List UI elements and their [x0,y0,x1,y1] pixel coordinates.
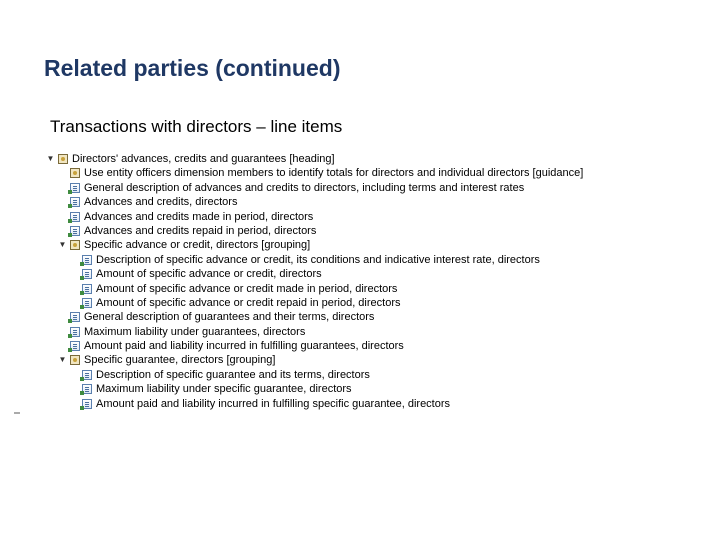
line-item-icon [70,341,80,351]
tree-row[interactable] [44,224,674,238]
slide-title: Related parties (continued) [44,55,341,81]
tree-row[interactable] [44,181,674,195]
line-item-icon [70,312,80,322]
tree-row[interactable] [44,339,674,353]
line-item-icon [70,183,80,193]
tree-row-label: Directors' advances, credits and guarantees [heading] [72,153,335,165]
line-item-icon [70,327,80,337]
line-item-icon [82,399,92,409]
line-item-icon [82,384,92,394]
tree-row[interactable] [44,296,674,310]
scroll-cutoff-mark [14,412,20,414]
tree-row-label: Amount paid and liability incurred in fulfilling guarantees, directors [84,340,404,353]
tree-row[interactable] [44,253,674,267]
tree-row[interactable] [44,382,674,396]
tree-row-label: Amount paid and liability incurred in fulfilling specific guarantee, directors [96,397,451,410]
tree-row[interactable] [44,282,674,296]
line-item-icon [82,255,92,265]
tree-row-label: Specific guarantee, directors [grouping] [84,354,276,367]
tree-row[interactable] [44,195,674,209]
tree-row[interactable] [44,152,674,166]
tree-row-label: Advances and credits, directors [84,196,238,209]
tree-row-label: Use entity officers dimension members to identify totals for directors and individual directors [guidance] [84,167,584,180]
tree-row-label: General description of advances and credits to directors, including terms and interest rates [84,181,525,194]
tree-row[interactable] [44,210,674,224]
tree-row[interactable] [44,368,674,382]
tree-row-label: General description of guarantees and their terms, directors [84,311,375,324]
tree-row-label: Description of specific advance or credit, its conditions and indicative interest rate, directors [96,253,540,266]
abstract-concept-icon [70,168,80,178]
tree-row[interactable] [44,353,674,367]
tree-row-label: Description of specific guarantee and its terms, directors [96,368,370,381]
tree-row[interactable] [44,325,674,339]
tree-row-label: Amount of specific advance or credit repaid in period, directors [96,296,401,309]
line-item-icon [82,298,92,308]
expand-toggle-icon[interactable]: ▼ [58,355,67,365]
tree-row-label: Specific advance or credit, directors [grouping] [84,239,311,252]
tree-row-label: Amount of specific advance or credit made in period, directors [96,282,398,295]
abstract-concept-icon [58,154,68,164]
line-item-icon [70,226,80,236]
line-item-icon [82,269,92,279]
tree-row[interactable] [44,267,674,281]
tree-row-label: Advances and credits made in period, directors [84,210,314,223]
tree-row[interactable] [44,166,674,180]
line-item-icon [70,212,80,222]
expand-toggle-icon[interactable]: ▼ [58,240,67,250]
slide-subtitle: Transactions with directors – line items [50,117,343,136]
abstract-concept-icon [70,240,80,250]
tree-row-label: Maximum liability under guarantees, directors [84,325,306,338]
tree-row[interactable] [44,238,674,252]
line-item-icon [82,370,92,380]
tree-row[interactable] [44,310,674,324]
tree-row-label: Advances and credits repaid in period, directors [84,224,317,237]
line-item-icon [70,197,80,207]
tree-row-label: Amount of specific advance or credit, directors [96,268,322,281]
taxonomy-tree [44,152,674,411]
tree-row-label: Maximum liability under specific guarantee, directors [96,383,352,396]
line-item-icon [82,284,92,294]
expand-toggle-icon[interactable]: ▼ [46,154,55,163]
tree-row[interactable] [44,397,674,411]
abstract-concept-icon [70,355,80,365]
